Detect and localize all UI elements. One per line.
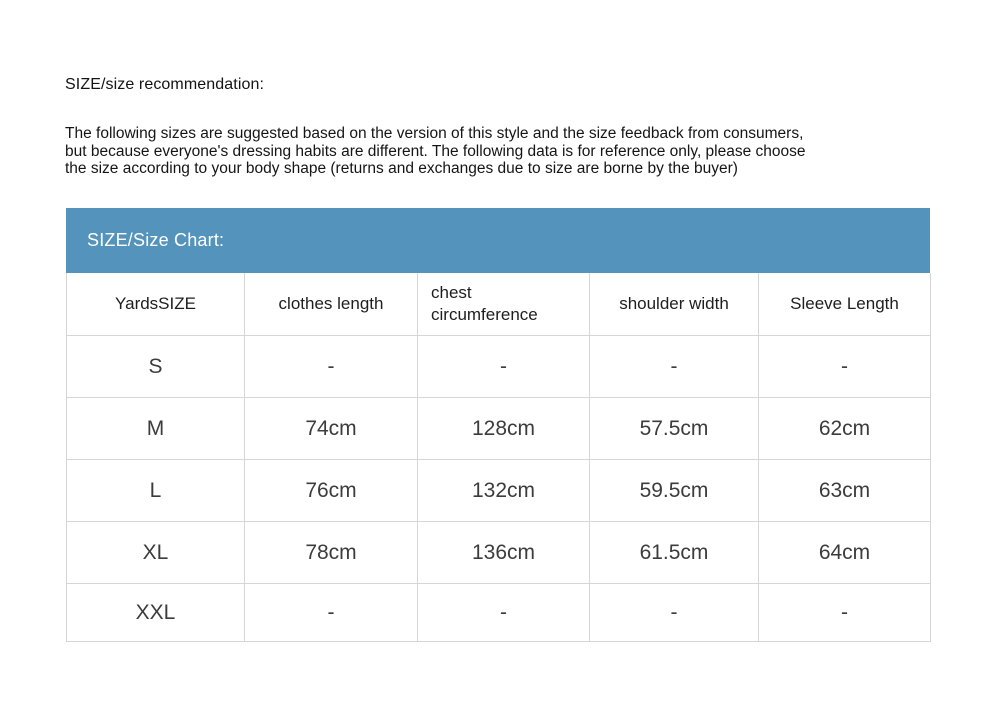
column-header-size: YardsSIZE [67, 273, 245, 336]
value-cell: - [418, 584, 590, 642]
column-header-clothes-length: clothes length [245, 273, 418, 336]
value-cell: - [590, 584, 759, 642]
description-line-2: but because everyone's dressing habits are different. The following data is for reference only, please choose [65, 142, 806, 160]
value-cell: - [590, 336, 759, 398]
size-chart-table [66, 273, 931, 642]
column-header-shoulder-width: shoulder width [590, 273, 759, 336]
size-description [65, 125, 806, 178]
value-cell: 64cm [759, 522, 931, 584]
value-cell: - [245, 584, 418, 642]
value-cell: 62cm [759, 398, 931, 460]
size-chart-title-bar [66, 208, 930, 273]
value-cell: 63cm [759, 460, 931, 522]
value-cell: 76cm [245, 460, 418, 522]
size-cell: L [67, 460, 245, 522]
value-cell: 78cm [245, 522, 418, 584]
value-cell: 128cm [418, 398, 590, 460]
value-cell: 132cm [418, 460, 590, 522]
size-cell: XXL [67, 584, 245, 642]
table-header-row [67, 273, 931, 336]
size-chart-title: SIZE/Size Chart: [87, 230, 225, 250]
value-cell: - [759, 584, 931, 642]
value-cell: - [418, 336, 590, 398]
column-header-chest-circumference: chest circumference [418, 273, 590, 336]
description-line-1: The following sizes are suggested based on the version of this style and the size feedback from consumers, [65, 125, 804, 142]
size-cell: S [67, 336, 245, 398]
table-row-m [67, 398, 931, 460]
value-cell: - [245, 336, 418, 398]
table-row-xxl [67, 584, 931, 642]
value-cell: 61.5cm [590, 522, 759, 584]
value-cell: 59.5cm [590, 460, 759, 522]
value-cell: 74cm [245, 398, 418, 460]
description-line-3: the size according to your body shape (returns and exchanges due to size are borne by the buyer) [65, 160, 738, 177]
value-cell: 136cm [418, 522, 590, 584]
size-cell: XL [67, 522, 245, 584]
section-heading: SIZE/size recommendation: [65, 76, 265, 93]
value-cell: 57.5cm [590, 398, 759, 460]
column-header-sleeve-length: Sleeve Length [759, 273, 931, 336]
table-row-l [67, 460, 931, 522]
size-cell: M [67, 398, 245, 460]
table-row-s [67, 336, 931, 398]
value-cell: - [759, 336, 931, 398]
table-row-xl [67, 522, 931, 584]
